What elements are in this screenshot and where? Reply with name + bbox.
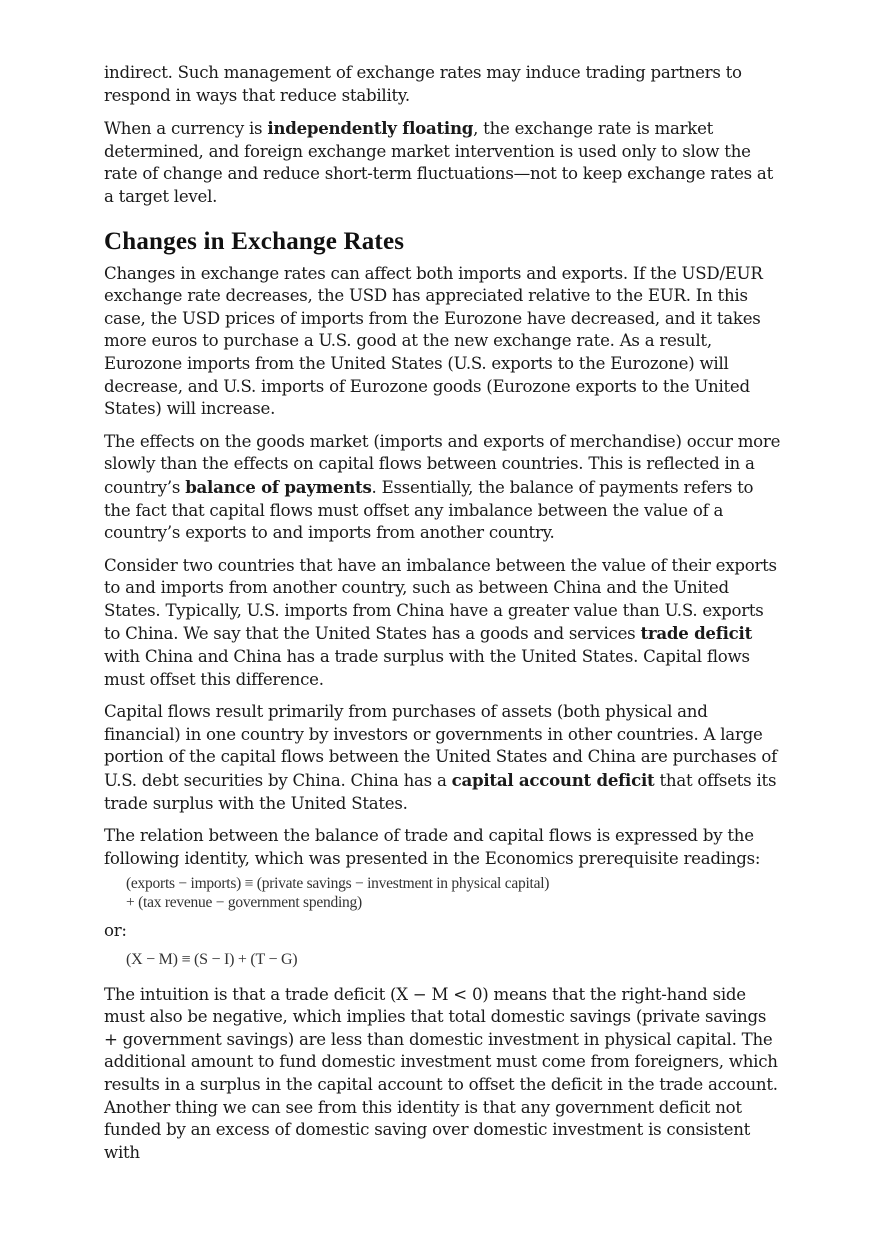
paragraph-intuition: The intuition is that a trade deficit (X − M < 0) means that the right-hand side must also be negative, which implies that total domestic savings (private savings + government savings) are less than domestic investment in physical capital. The additional amount to fund domestic investment must come from foreigners, which results in a surplus in the capital account to offset the deficit in the trade account. Another thing we can see from this identity is that any government deficit not funded by an excess of domestic saving over domestic investment is consistent with (104, 984, 778, 1162)
document-page (104, 62, 784, 1174)
term-trade-deficit: trade deficit (640, 623, 752, 644)
text-run: Consider two countries that have an imbalance between the value of their exports to and imports from another country, such as between China and the United States. Typically, U.S. imports from China have a greater value than U.S. exports to China. We say that the United States has a goods and services (104, 555, 777, 644)
formula-line-2: + (tax revenue − government spending) (126, 894, 362, 912)
text-run: that offsets its trade surplus with the United States. (104, 771, 777, 813)
text-run: When a currency is (104, 119, 268, 139)
or-label: or: (104, 921, 127, 941)
paragraph-identity-intro: The relation between the balance of trade and capital flows is expressed by the following identity, which was presented in the Economics prerequisite readings: (104, 826, 761, 868)
identity-formula-symbols: (X − M) ≡ (S − I) + (T − G) (126, 951, 298, 968)
text-run: Capital flows result primarily from purchases of assets (both physical and financial) in one country by investors or governments in other countries. A large portion of the capital flows between the United States and China are purchases of U.S. debt securities by China. China has a (104, 702, 778, 791)
formula-line-1: (exports − imports) ≡ (private savings − investment in physical capital) (126, 875, 550, 893)
paragraph-floating (104, 117, 784, 208)
paragraph-capital-flows (104, 701, 784, 815)
text-run: , the exchange rate is market determined, and foreign exchange market intervention is used only to slow the rate of change and reduce short-term fluctuations—not to keep exchange rates at a target level. (104, 119, 773, 206)
paragraph-trade-deficit (104, 555, 784, 692)
term-balance-of-payments: balance of payments (185, 476, 372, 497)
text-run: with China and China has a trade surplus with the United States. Capital flows must offset this difference. (104, 647, 750, 689)
paragraph-exchange-changes: Changes in exchange rates can affect both imports and exports. If the USD/EUR exchange rate decreases, the USD has appreciated relative to the EUR. In this case, the USD prices of imports from the Eurozone have decreased, and it takes more euros to purchase a U.S. good at the new exchange rate. As a result, Eurozone imports from the United States (U.S. exports to the Eurozone) will decrease, and U.S. imports of Eurozone goods (Eurozone exports to the United States) will increase. (104, 263, 763, 419)
term-independently-floating: independently floating (267, 118, 474, 139)
identity-formula-words (126, 874, 784, 912)
text-run: The effects on the goods market (imports and exports of merchandise) occur more slowly than the effects on capital flows between countries. This is reflected in a country’s (104, 431, 781, 497)
paragraph-balance-of-payments (104, 431, 784, 545)
text-run: . Essentially, the balance of payments refers to the fact that capital flows must offset any imbalance between the value of a country’s exports to and imports from another country. (104, 477, 754, 543)
paragraph-intro: indirect. Such management of exchange rates may induce trading partners to respond in ways that reduce stability. (104, 63, 742, 105)
section-heading: Changes in Exchange Rates (104, 227, 405, 255)
term-capital-account-deficit: capital account deficit (451, 770, 655, 791)
